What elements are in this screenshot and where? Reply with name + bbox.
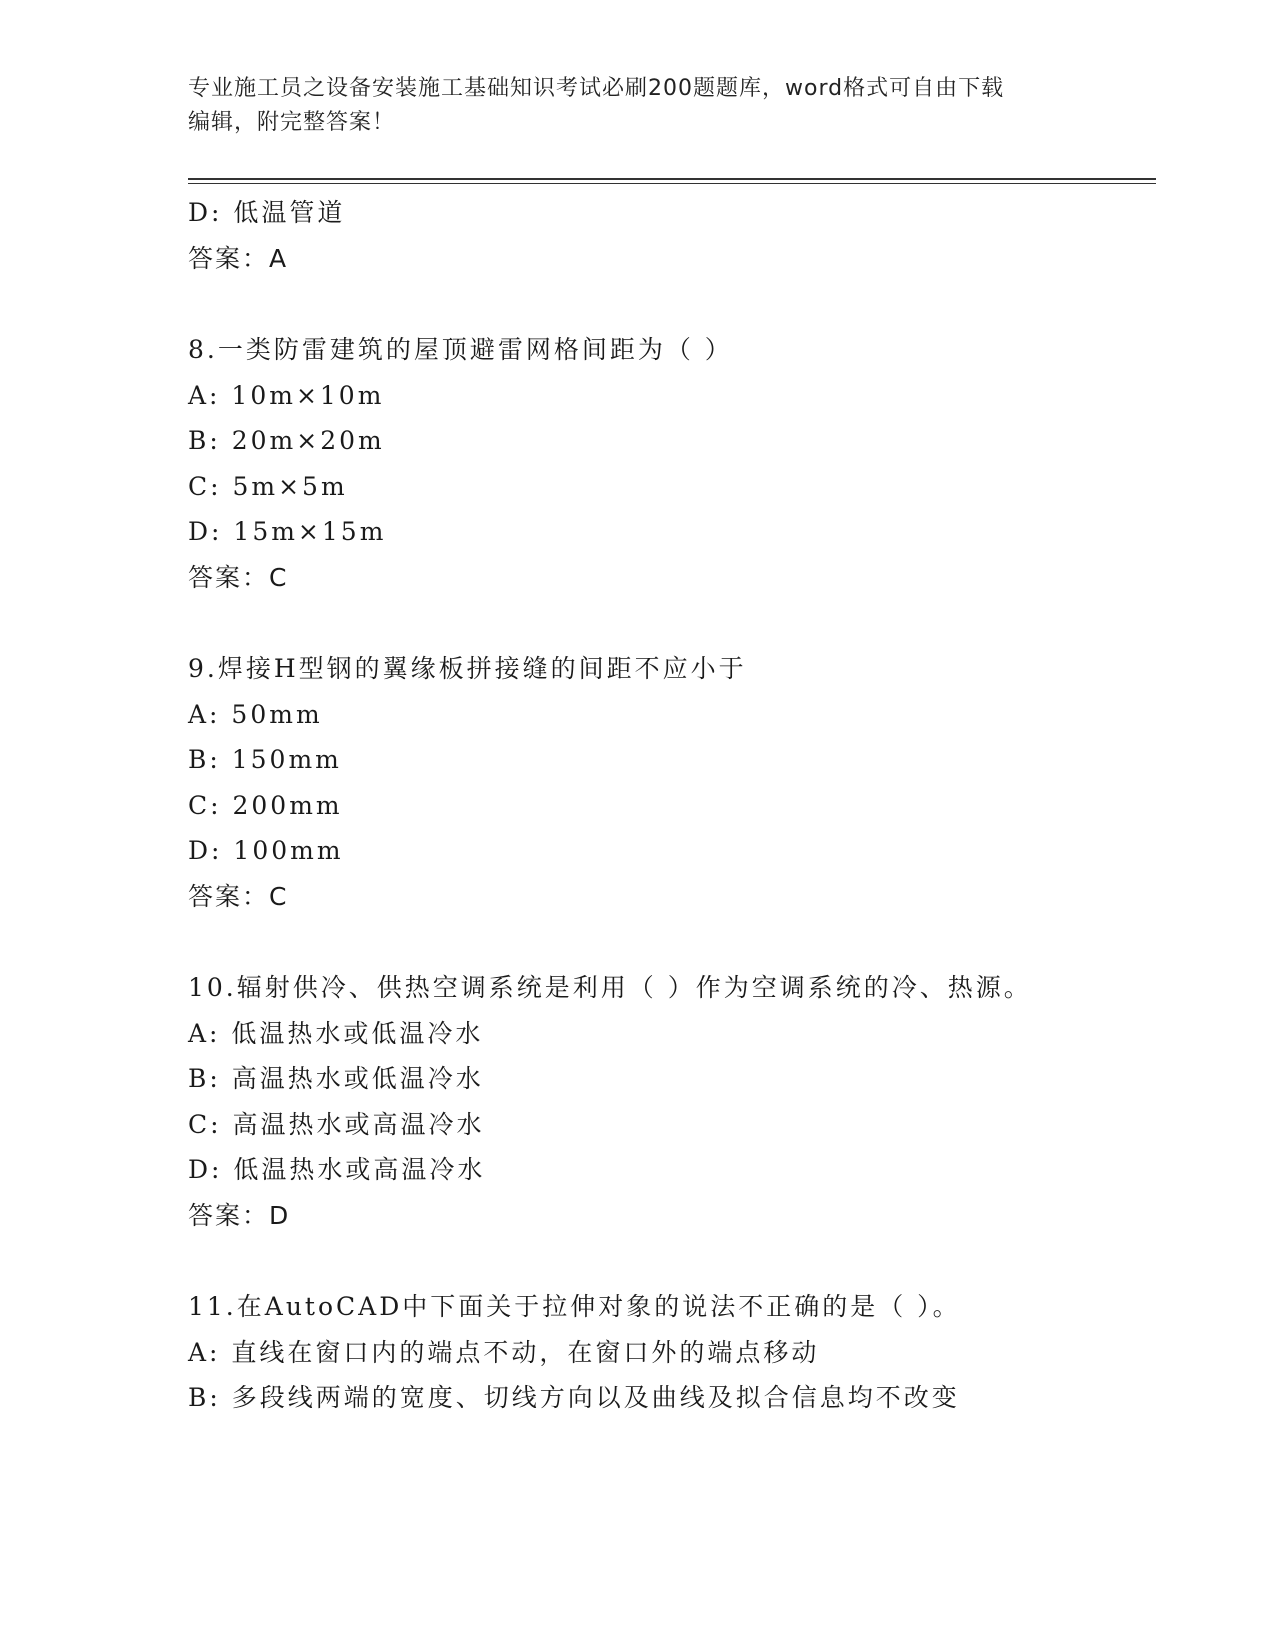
option-b: B: 多段线两端的宽度、切线方向以及曲线及拟合信息均不改变 [188,1383,960,1412]
option-c: C: 5m×5m [188,471,348,501]
document-header [188,72,1088,140]
answer-line: 答案：A [188,243,289,273]
option-b: B: 150mm [188,745,342,774]
option-c: C: 高温热水或高温冷水 [188,1109,485,1139]
option-a: A: 50mm [188,699,323,729]
option-b: B: 20m×20m [188,426,385,455]
header-title-line-1: 专业施工员之设备安装施工基础知识考试必刷200题题库，word格式可自由下载 [188,76,1005,101]
option-a: A: 直线在窗口内的端点不动，在窗口外的端点移动 [188,1337,820,1367]
answer-line: 答案：D [188,1200,291,1230]
header-divider-thin [188,183,1156,184]
option-d: D: 100mm [188,836,344,865]
option-c: C: 200mm [188,790,343,820]
option-d: D: 低温热水或高温冷水 [188,1155,486,1184]
question-item [188,965,1148,1238]
option-d: D: 15m×15m [188,517,387,546]
option-b: B: 高温热水或低温冷水 [188,1064,484,1093]
question-stem: 9.焊接H型钢的翼缘板拼接缝的间距不应小于 [188,654,747,683]
question-stem: 11.在AutoCAD中下面关于拉伸对象的说法不正确的是（ ）。 [188,1292,961,1321]
option-a: A: 低温热水或低温冷水 [188,1018,484,1048]
header-title-line-2: 编辑，附完整答案！ [188,110,396,135]
header-divider-thick [188,178,1156,180]
question-stem: 10.辐射供冷、供热空调系统是利用（ ）作为空调系统的冷、热源。 [188,973,1032,1002]
question-list [188,190,1148,1421]
answer-line: 答案：C [188,562,289,592]
answer-line: 答案：C [188,881,289,911]
question-item [188,327,1148,600]
option-a: A: 10m×10m [188,380,385,410]
question-item [188,1284,1148,1421]
question-stem: 8.一类防雷建筑的屋顶避雷网格间距为（ ） [188,335,733,364]
question-item [188,646,1148,919]
option-d: D: 低温管道 [188,198,346,227]
